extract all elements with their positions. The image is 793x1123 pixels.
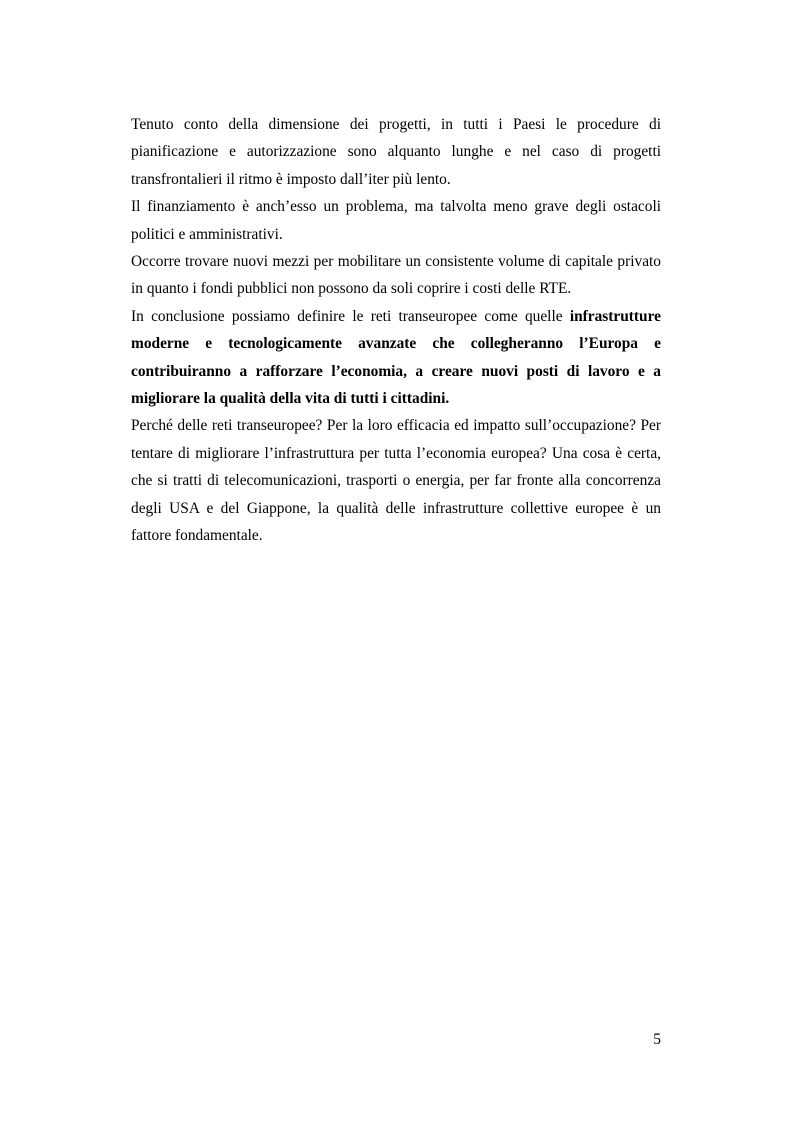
paragraph-why-networks: Perché delle reti transeuropee? Per la loro efficacia ed impatto sull’occupazione? Per tentare di migliorare l’infrastruttura per tutta l’economia europea? Una cosa è certa, che si tratti di telecomunicazioni, trasporti o energia, per far fronte alla concorrenza degli USA e del Giappone, la qualità delle infrastrutture collettive europee è un fattore fondamentale. bbox=[131, 417, 661, 545]
paragraph-private-capital: Occorre trovare nuovi mezzi per mobilitare un consistente volume di capitale privato in quanto i fondi pubblici non possono da soli coprire i costi delle RTE. bbox=[131, 253, 661, 298]
body-text bbox=[131, 111, 661, 550]
paragraph-financing: Il finanziamento è anch’esso un problema, ma talvolta meno grave degli ostacoli politici e amministrativi. bbox=[131, 198, 661, 243]
paragraph-conclusion bbox=[131, 303, 661, 413]
page-number: 5 bbox=[653, 1031, 661, 1048]
paragraph-project-procedures: Tenuto conto della dimensione dei progetti, in tutti i Paesi le procedure di pianificazione e autorizzazione sono alquanto lunghe e nel caso di progetti transfrontalieri il ritmo è imposto dall’iter più lento. bbox=[131, 116, 661, 188]
conclusion-lead-text: In conclusione possiamo definire le reti transeuropee come quelle bbox=[131, 307, 570, 325]
conclusion-bold-text: infrastrutture moderne e tecnologicamente avanzate che collegheranno l’Europa e contribuiranno a rafforzare l’economia, a creare nuovi posti di lavoro e a migliorare la qualità della vita di tutti i cittadini. bbox=[131, 307, 661, 408]
